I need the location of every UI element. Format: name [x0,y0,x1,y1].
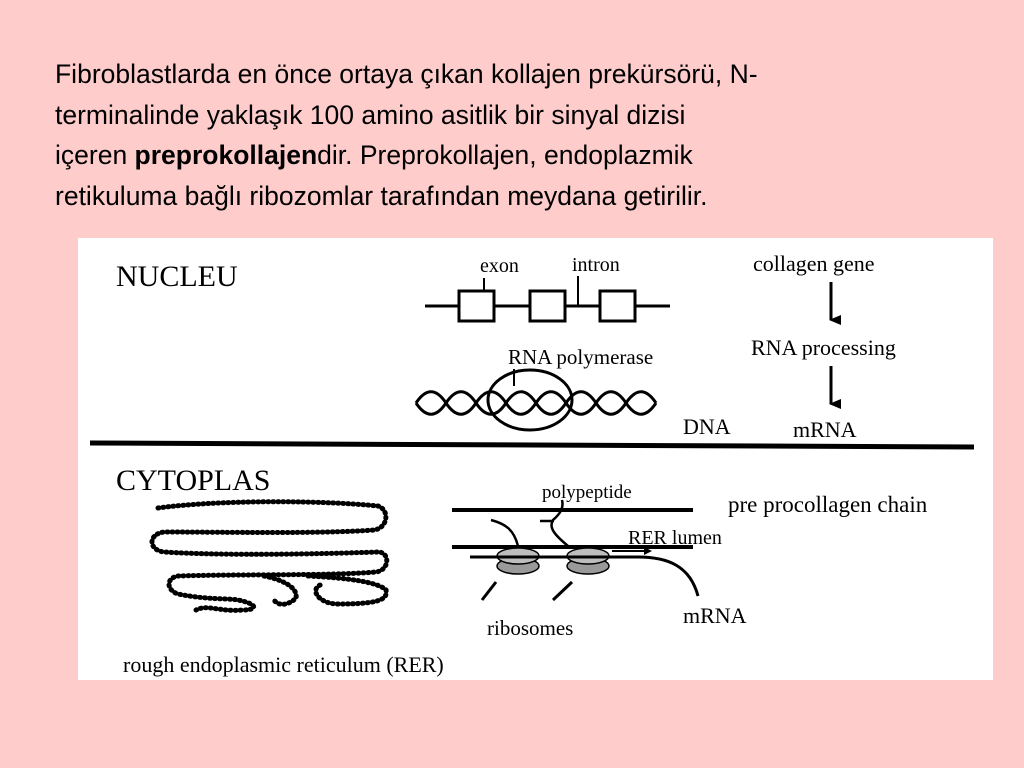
exon-box-2 [530,291,565,321]
intron-label: intron [572,254,620,276]
paragraph-line-2: terminalinde yaklaşık 100 amino asitlik bir sinyal dizisi [55,99,686,130]
ribosomes-label: ribosomes [487,616,574,640]
ribosome-pointer-1 [482,582,496,600]
ribosome-2 [567,548,609,574]
diagram-canvas [78,238,993,680]
coiled-pre-procollagen-chain-icon [152,502,387,611]
paragraph-line-3-end: dir. Preprokollajen, endoplazmik [317,140,693,170]
dna-label: DNA [683,414,731,439]
collagen-gene-label: collagen gene [753,251,875,276]
exon-box-3 [600,291,635,321]
mrna-label-cytoplasm: mRNA [683,603,747,628]
rer-lumen-label: RER lumen [628,527,722,549]
ribosome-pointer-2 [553,582,572,600]
paragraph-line-3 [55,135,975,176]
nuclear-membrane-line [90,443,974,447]
polypeptide-strand-1 [491,520,518,546]
paragraph-line-1: Fibroblastlarda en önce ortaya çıkan kollajen prekürsörü, N- [55,59,758,89]
collagen-synthesis-diagram [78,238,993,680]
exon-label: exon [480,255,519,277]
paragraph-line-3-start: içeren [55,140,135,170]
mrna-label-nucleus: mRNA [793,417,857,442]
slide-paragraph [55,54,975,216]
rna-processing-label: RNA processing [751,335,896,360]
polypeptide-strand-2 [551,500,568,546]
dna-double-helix [416,392,656,415]
rna-polymerase-label: RNA polymerase [508,345,654,369]
coil-dotted-strand [152,502,387,611]
nucleus-label: NUCLEU [116,260,238,293]
preprokollajen-term: preprokollajen [134,140,318,170]
paragraph-line-4: retikuluma bağlı ribozomlar tarafından meydana getirilir. [55,180,708,211]
rer-label: rough endoplasmic reticulum (RER) [123,652,444,677]
exon-box-1 [459,291,494,321]
collagen-gene-structure [425,276,670,321]
ribosome-1 [497,548,539,574]
cytoplasm-label: CYTOPLAS [116,464,271,497]
rna-polymerase-shape [488,370,572,430]
pre-procollagen-chain-label: pre procollagen chain [728,492,928,517]
polypeptide-label: polypeptide [542,482,632,503]
